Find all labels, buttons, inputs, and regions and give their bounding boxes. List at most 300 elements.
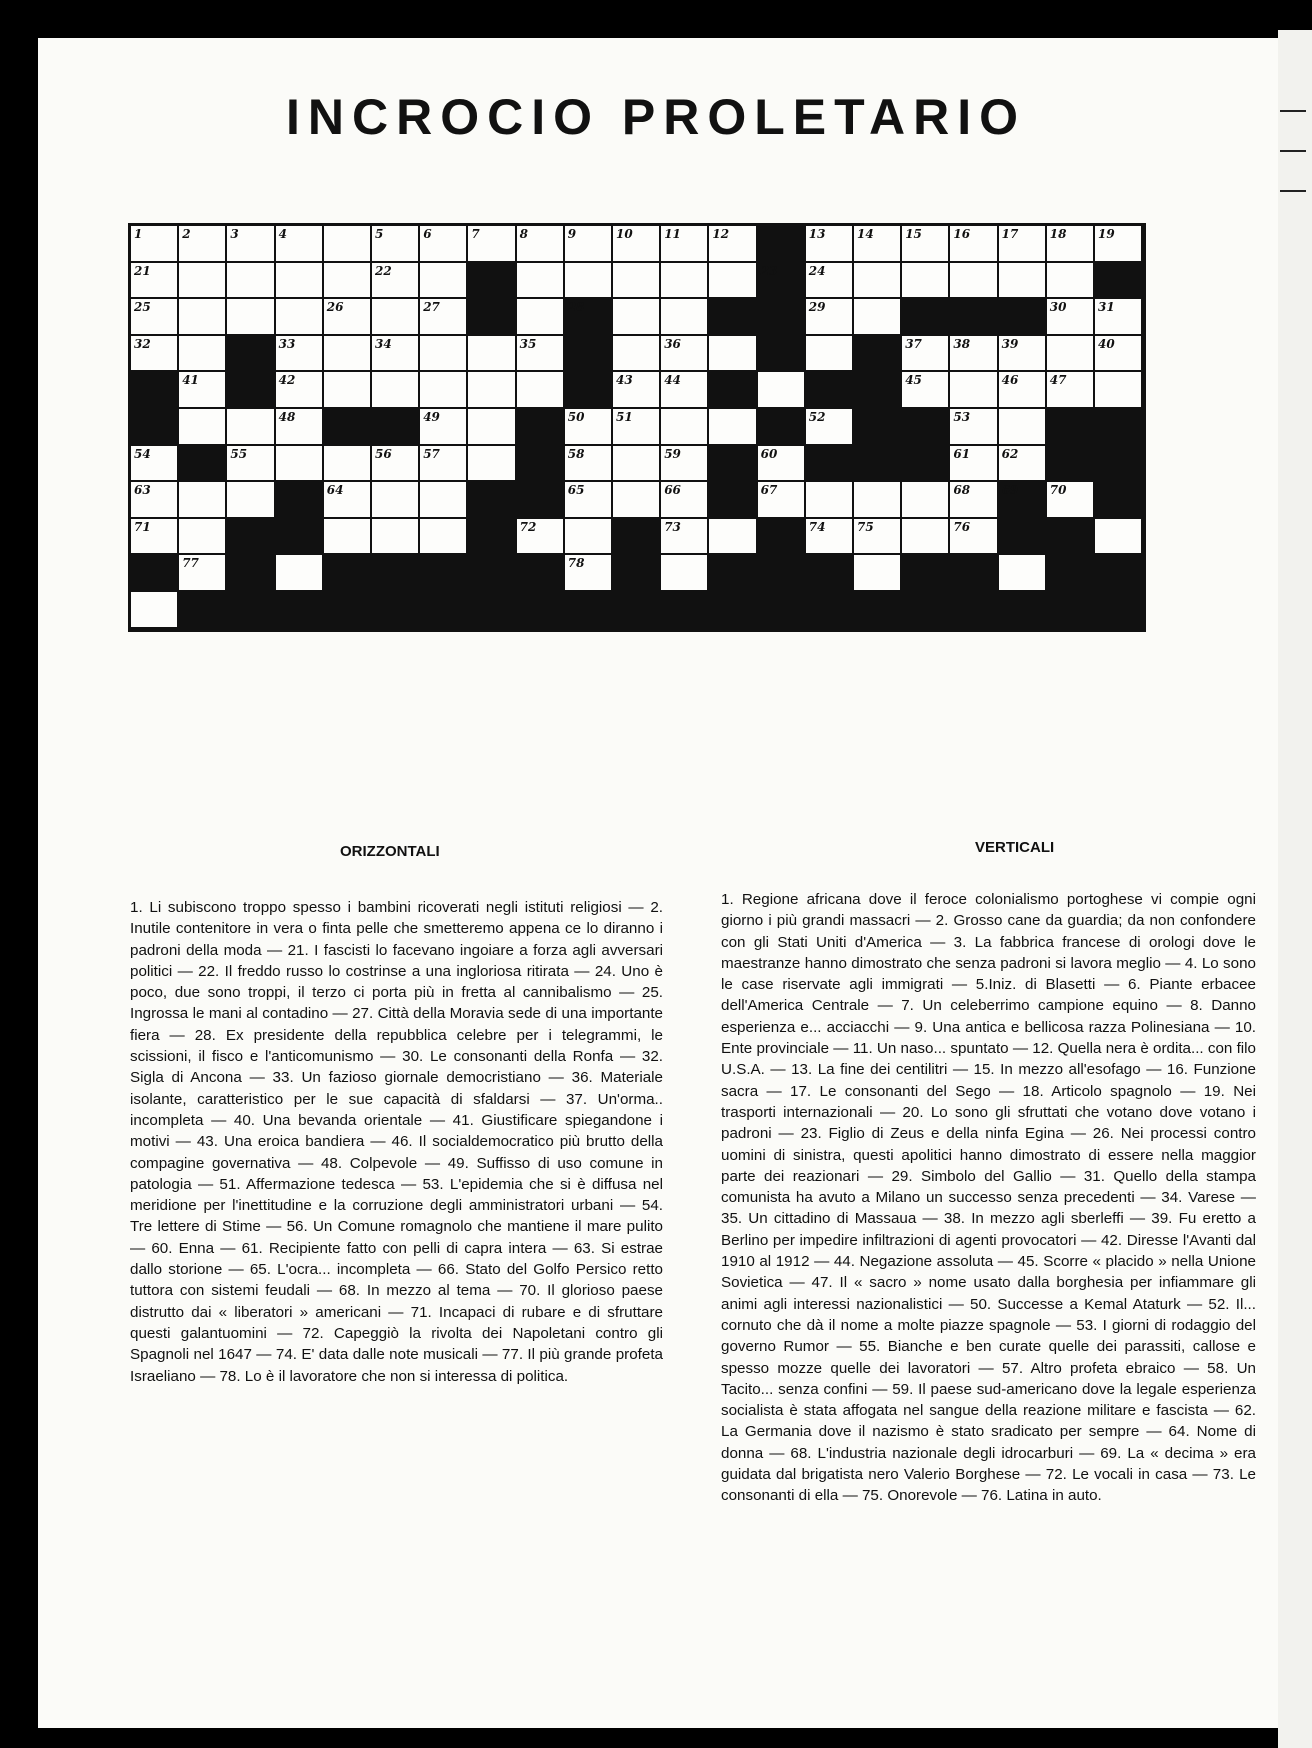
clue-number: 31 (1098, 300, 1115, 315)
clue-number: 38 (953, 336, 971, 351)
grid-cell-black (709, 299, 757, 336)
clue-number: 39 (1001, 336, 1019, 351)
grid-cell[interactable] (854, 555, 902, 592)
grid-cell[interactable] (1095, 336, 1143, 373)
grid-cell[interactable] (1047, 336, 1095, 373)
grid-cell-black (1047, 446, 1095, 483)
grid-cell[interactable] (709, 336, 757, 373)
clue-number: 33 (278, 336, 296, 351)
edge-mark (1280, 150, 1306, 152)
grid-cell[interactable] (179, 519, 227, 556)
grid-cell[interactable] (613, 482, 661, 519)
grid-cell-black (1095, 482, 1143, 519)
grid-cell[interactable] (950, 482, 998, 519)
grid-cell[interactable] (276, 372, 324, 409)
grid-cell[interactable] (661, 482, 709, 519)
grid-cell[interactable] (854, 482, 902, 519)
clue-number: 4 (278, 227, 287, 241)
clue-number: 76 (953, 519, 971, 534)
grid-cell[interactable] (324, 226, 372, 263)
grid-cell[interactable] (950, 226, 998, 263)
grid-cell[interactable] (661, 372, 709, 409)
grid-cell[interactable] (131, 226, 179, 263)
grid-cell-black (468, 299, 516, 336)
grid-cell[interactable] (372, 336, 420, 373)
grid-cell-black (709, 592, 757, 629)
grid-cell[interactable] (179, 299, 227, 336)
grid-cell[interactable] (372, 372, 420, 409)
grid-cell-black (517, 482, 565, 519)
clue-number: 34 (375, 336, 392, 351)
clue-number: 28 (567, 300, 585, 315)
grid-cell[interactable] (806, 263, 854, 300)
clue-number: 67 (760, 483, 778, 498)
grid-cell[interactable] (420, 519, 468, 556)
grid-cell[interactable] (854, 263, 902, 300)
grid-cell[interactable] (950, 372, 998, 409)
grid-cell-black (854, 409, 902, 446)
grid-cell-black (179, 592, 227, 629)
grid-cell[interactable] (517, 263, 565, 300)
grid-cell-black (1047, 555, 1095, 592)
grid-cell[interactable] (661, 226, 709, 263)
grid-cell[interactable] (806, 519, 854, 556)
grid-cell[interactable] (179, 482, 227, 519)
grid-cell[interactable] (613, 263, 661, 300)
grid-cell[interactable] (517, 519, 565, 556)
grid-cell-black (806, 592, 854, 629)
grid-cell-black (227, 336, 275, 373)
grid-cell-black (758, 519, 806, 556)
grid-cell[interactable] (950, 409, 998, 446)
grid-cell[interactable] (999, 446, 1047, 483)
clue-number: 63 (134, 483, 151, 498)
grid-cell[interactable] (999, 409, 1047, 446)
clue-number: 77 (182, 556, 199, 571)
grid-cell[interactable] (902, 519, 950, 556)
clue-number: 52 (808, 410, 826, 424)
grid-cell[interactable] (131, 336, 179, 373)
page-title: INCROCIO PROLETARIO (286, 89, 1026, 145)
clue-number: 46 (1001, 373, 1019, 388)
clue-number: 37 (905, 336, 922, 351)
grid-cell[interactable] (227, 409, 275, 446)
grid-cell[interactable] (372, 299, 420, 336)
grid-cell-black (758, 263, 806, 300)
grid-cell[interactable] (276, 409, 324, 446)
grid-cell[interactable] (227, 226, 275, 263)
edge-mark (1280, 190, 1306, 192)
clue-number: 44 (664, 373, 681, 388)
grid-cell[interactable] (709, 263, 757, 300)
grid-cell[interactable] (661, 263, 709, 300)
grid-cell[interactable] (420, 372, 468, 409)
clue-number: 23 (760, 263, 778, 278)
grid-cell[interactable] (854, 226, 902, 263)
clue-number: 36 (664, 336, 681, 351)
grid-cell-black (854, 336, 902, 373)
grid-cell[interactable] (468, 372, 516, 409)
clue-number: 15 (905, 227, 922, 241)
grid-cell[interactable] (806, 482, 854, 519)
grid-cell[interactable] (420, 446, 468, 483)
grid-cell[interactable] (950, 446, 998, 483)
clue-number: 71 (134, 519, 151, 534)
grid-cell[interactable] (131, 482, 179, 519)
clue-number: 24 (808, 263, 826, 278)
grid-cell[interactable] (1095, 299, 1143, 336)
grid-cell[interactable] (179, 336, 227, 373)
grid-cell[interactable] (758, 482, 806, 519)
grid-cell[interactable] (806, 226, 854, 263)
grid-cell[interactable] (324, 446, 372, 483)
grid-cell[interactable] (565, 482, 613, 519)
grid-cell[interactable] (902, 263, 950, 300)
grid-cell-black (709, 446, 757, 483)
clue-number: 12 (712, 227, 730, 241)
grid-cell[interactable] (950, 336, 998, 373)
grid-cell[interactable] (372, 519, 420, 556)
grid-cell[interactable] (131, 519, 179, 556)
grid-cell-black (854, 372, 902, 409)
grid-cell-black (613, 592, 661, 629)
grid-cell[interactable] (324, 519, 372, 556)
grid-cell[interactable] (372, 263, 420, 300)
grid-cell-black (806, 446, 854, 483)
clue-number: 65 (567, 483, 585, 498)
grid-cell-black (565, 336, 613, 373)
grid-cell[interactable] (613, 372, 661, 409)
grid-cell[interactable] (999, 372, 1047, 409)
grid-cell[interactable] (420, 299, 468, 336)
grid-cell-black (131, 372, 179, 409)
grid-cell[interactable] (661, 409, 709, 446)
grid-cell-black (902, 446, 950, 483)
grid-cell-black (902, 299, 950, 336)
clue-number: 3 (230, 227, 239, 241)
grid-cell[interactable] (372, 446, 420, 483)
grid-cell[interactable] (276, 226, 324, 263)
grid-cell[interactable] (227, 482, 275, 519)
clue-number: 30 (1049, 300, 1067, 315)
grid-cell-black (758, 299, 806, 336)
grid-cell-black (950, 299, 998, 336)
grid-cell-black (999, 519, 1047, 556)
clue-number: 59 (664, 446, 681, 461)
grid-cell-black (758, 226, 806, 263)
grid-cell-black (468, 519, 516, 556)
grid-cell[interactable] (227, 446, 275, 483)
clue-number: 69 (1001, 483, 1019, 498)
grid-cell[interactable] (372, 482, 420, 519)
grid-cell[interactable] (1095, 519, 1143, 556)
grid-cell[interactable] (661, 299, 709, 336)
grid-cell-black (276, 482, 324, 519)
grid-cell-black (468, 482, 516, 519)
grid-cell-black (468, 555, 516, 592)
grid-cell[interactable] (999, 226, 1047, 263)
grid-cell-black (565, 299, 613, 336)
grid-cell[interactable] (227, 263, 275, 300)
clue-number: 60 (760, 446, 778, 461)
grid-cell[interactable] (276, 555, 324, 592)
grid-cell[interactable] (131, 446, 179, 483)
grid-cell-black (999, 299, 1047, 336)
clue-number: 40 (1098, 336, 1115, 351)
grid-cell[interactable] (565, 409, 613, 446)
grid-cell-black (1095, 446, 1143, 483)
grid-cell-black (565, 372, 613, 409)
grid-cell[interactable] (758, 446, 806, 483)
grid-cell-black (1095, 409, 1143, 446)
grid-cell[interactable] (131, 263, 179, 300)
grid-cell[interactable] (565, 263, 613, 300)
grid-cell-black (468, 263, 516, 300)
grid-cell[interactable] (565, 226, 613, 263)
clue-number: 64 (326, 483, 344, 498)
grid-cell[interactable] (179, 263, 227, 300)
clue-number: 61 (953, 446, 971, 461)
grid-cell[interactable] (709, 519, 757, 556)
grid-cell[interactable] (661, 519, 709, 556)
grid-cell[interactable] (806, 336, 854, 373)
grid-cell[interactable] (613, 446, 661, 483)
clue-number: 62 (1001, 446, 1019, 461)
grid-cell[interactable] (758, 372, 806, 409)
clue-number: 10 (616, 227, 633, 241)
grid-cell[interactable] (1047, 372, 1095, 409)
grid-cell[interactable] (179, 226, 227, 263)
grid-cell-black (276, 519, 324, 556)
grid-cell[interactable] (661, 336, 709, 373)
clue-number: 29 (808, 300, 826, 315)
grid-cell[interactable] (661, 446, 709, 483)
clue-number: 42 (278, 373, 296, 388)
grid-cell-black (709, 555, 757, 592)
down-heading: VERTICALI (975, 839, 1055, 856)
clue-number: 70 (1049, 483, 1067, 498)
grid-cell-black (902, 592, 950, 629)
grid-cell[interactable] (613, 299, 661, 336)
clue-number: 75 (857, 519, 874, 534)
grid-cell[interactable] (276, 336, 324, 373)
clue-number: 66 (664, 483, 681, 498)
down-clues: 1. Regione africana dove il feroce colonialismo portoghese vi compie ogni giorno i più grandi massacri — 2. Grosso cane da guardia; da non confondere con gli Stati Uniti d'America — 3. La fabbrica francese di orologi dove le maestranze hanno dimostrato che senza padroni si lavora meglio — 4. Lo sono le case riservate agli immigrati — 5.Iniz. di Blasetti — 6. Piante erbacee dell'America Centrale — 7. Un celeberrimo campione equino — 8. Danno esperienza e... acciacchi — 9. Una antica e bellicosa razza Polinesiana — 10. Ente provinciale — 11. Un naso... spuntato — 12. Quella nera è ordita... con filo U.S.A. — 13. La fine dei centilitri — 15. In mezzo all'esofago — 16. Funzione sacra — 17. Le consonanti del Sego — 18. Articolo spagnolo — 19. Nei trasporti internazionali — 20. Lo sono gli sfruttati che votano dove votano i padroni — 23. Figlio di Zeus e della ninfa Egina — 26. Nei processi contro uomini di sinistra, questi apolitici hanno dimostrato di essere nella maggior parte dei reazionari — 29. Simbolo del Gallio — 31. Quello della stampa comunista ha avuto a Milano un successo senza precedenti — 34. Varese — 35. Un cittadino di Massaua — 38. In mezzo agli sberleffi — 39. Fu eretto a Berlino per impedire infiltrazioni di agenti provocatori — 42. Diresse l'Avanti dal 1910 al 1912 — 44. Negazione assoluta — 45. Scorre « placido » nella Unione Sovietica — 47. Il « sacro » nome usato dalla borghesia per infiammare gli animi agli interessi nazionalistici — 50. Successe a Kemal Ataturk — 52. Il... cornuto che dà il nome a molte piazze spagnole — 53. I giorni di rodaggio del governo Rumor — 55. Bianche e ben curate quelle dei parassiti, callose e spesso mozze quelle dei lavoratori — 57. Altro profeta ebraico — 58. Un Tacito... senza confini — 59. Il paese sud-americano dove la legale esperienza socialista è stata affogata nel sangue della reazione militare e fascista — 62. La Germania dove il nazismo è stato sradicato per sempre — 64. Nome di donna — 68. L'industria nazionale degli idrocarburi — 69. La « decima » era guidata dal brigatista nero Valerio Borghese — 72. Le vocali in casa — 73. Le consonanti di ella — 75. Onorevole — 76. Latina in auto. (721, 891, 1256, 1505)
grid-cell[interactable] (806, 409, 854, 446)
grid-cell-black (902, 409, 950, 446)
grid-cell-black (1047, 519, 1095, 556)
grid-cell[interactable] (1047, 482, 1095, 519)
grid-cell[interactable] (565, 519, 613, 556)
grid-cell-black (758, 592, 806, 629)
grid-cell[interactable] (468, 336, 516, 373)
grid-cell-black (420, 555, 468, 592)
grid-cell[interactable] (902, 482, 950, 519)
clue-number: 27 (423, 300, 440, 315)
grid-cell[interactable] (1047, 263, 1095, 300)
grid-cell-black (227, 592, 275, 629)
clue-number: 55 (230, 446, 248, 461)
grid-cell[interactable] (324, 263, 372, 300)
grid-cell-black (758, 336, 806, 373)
grid-cell[interactable] (420, 336, 468, 373)
grid-cell-black (276, 592, 324, 629)
grid-cell-black (372, 555, 420, 592)
clue-number: 7 (471, 227, 480, 241)
clue-number: 50 (567, 410, 585, 424)
grid-cell[interactable] (854, 299, 902, 336)
grid-cell[interactable] (517, 299, 565, 336)
clue-number: 57 (423, 446, 440, 461)
grid-cell[interactable] (227, 299, 275, 336)
grid-cell[interactable] (420, 226, 468, 263)
grid-cell[interactable] (902, 336, 950, 373)
clue-number: 48 (278, 410, 296, 424)
clue-number: 8 (519, 227, 528, 241)
clue-number: 11 (664, 227, 681, 241)
clue-number: 32 (134, 336, 151, 351)
grid-cell[interactable] (709, 226, 757, 263)
grid-cell[interactable] (131, 299, 179, 336)
grid-cell-black (854, 592, 902, 629)
clue-number: 51 (616, 410, 633, 424)
clue-number: 43 (616, 373, 633, 388)
grid-cell-black (1095, 592, 1143, 629)
clue-number: 13 (808, 227, 826, 241)
clue-number: 54 (134, 446, 151, 461)
clue-number: 72 (519, 519, 537, 534)
grid-cell[interactable] (902, 372, 950, 409)
grid-cell-black (613, 555, 661, 592)
clue-number: 1 (134, 227, 143, 241)
grid-cell[interactable] (613, 336, 661, 373)
grid-cell-black (420, 592, 468, 629)
grid-cell[interactable] (468, 409, 516, 446)
grid-cell-black (517, 592, 565, 629)
grid-cell-black (758, 555, 806, 592)
grid-cell[interactable] (661, 555, 709, 592)
clue-number: 58 (567, 446, 585, 461)
grid-cell-black (131, 409, 179, 446)
grid-cell-black (227, 372, 275, 409)
grid-cell[interactable] (999, 336, 1047, 373)
grid-cell-black (1095, 555, 1143, 592)
crossword-grid (128, 223, 1146, 632)
grid-cell-black (227, 519, 275, 556)
grid-cell-black (324, 555, 372, 592)
clue-number: 2 (182, 227, 191, 241)
grid-cell[interactable] (1095, 226, 1143, 263)
clue-number: 78 (567, 556, 585, 571)
clue-number: 73 (664, 519, 681, 534)
grid-cell-black (565, 592, 613, 629)
grid-cell[interactable] (372, 226, 420, 263)
clue-number: 45 (905, 373, 922, 388)
grid-cell[interactable] (131, 592, 179, 629)
grid-cell-black (131, 555, 179, 592)
grid-cell[interactable] (999, 555, 1047, 592)
grid-cell[interactable] (806, 299, 854, 336)
grid-cell-black (468, 592, 516, 629)
grid-cell-black (950, 555, 998, 592)
grid-cell[interactable] (276, 446, 324, 483)
grid-cell[interactable] (999, 263, 1047, 300)
grid-cell[interactable] (1095, 372, 1143, 409)
grid-cell[interactable] (324, 336, 372, 373)
grid-cell-black (517, 446, 565, 483)
grid-cell-black (1047, 409, 1095, 446)
grid-cell[interactable] (179, 555, 227, 592)
grid-cell[interactable] (1047, 299, 1095, 336)
clue-number: 14 (857, 227, 874, 241)
adjacent-page-edge (1278, 30, 1312, 1748)
grid-cell[interactable] (1047, 226, 1095, 263)
grid-cell-black (902, 555, 950, 592)
grid-cell[interactable] (420, 482, 468, 519)
grid-cell[interactable] (179, 372, 227, 409)
grid-cell[interactable] (565, 555, 613, 592)
clue-number: 22 (375, 263, 392, 278)
grid-cell-black (324, 409, 372, 446)
clue-number: 19 (1098, 227, 1115, 241)
grid-cell[interactable] (324, 482, 372, 519)
grid-cell[interactable] (517, 226, 565, 263)
grid-cell[interactable] (420, 409, 468, 446)
grid-cell-black (950, 592, 998, 629)
grid-cell-black (854, 446, 902, 483)
clue-number: 9 (567, 227, 577, 241)
clue-number: 6 (423, 227, 432, 241)
clue-number: 74 (808, 519, 826, 534)
grid-cell[interactable] (468, 446, 516, 483)
grid-cell[interactable] (950, 263, 998, 300)
grid-cell[interactable] (854, 519, 902, 556)
grid-cell[interactable] (179, 409, 227, 446)
across-clues: 1. Li subiscono troppo spesso i bambini ricoverati negli istituti religiosi — 2. Inutile contenitore in vera o finta pelle che smetteremo appena ce lo diranno i padroni della moda — 21. I fascisti lo facevano ingoiare a forza agli avversari politici — 22. Il freddo russo lo costrinse a una ingloriosa ritirata — 24. Uno è poco, due sono troppi, il terzo ci porta più in fretta al cannibalismo — 25. Ingrossa le mani al contadino — 27. Città della Moravia sede di una importante fiera — 28. Ex presidente della repubblica celebre per i telegrammi, le scissioni, il fisco e l'anticomunismo — 30. Le consonanti della Ronfa — 32. Sigla di Ancona — 33. Un fazioso giornale democristiano — 36. Materiale isolante, caratteristico per le sue capacità di sfaldarsi — 37. Un'orma.. incompleta — 40. Una bevanda orientale — 41. Giustificare spiegandone i motivi — 43. Una eroica bandiera — 46. Il socialdemocratico più brutto della compagine governativa — 48. Colpevole — 49. Suffisso di uso comune in patologia — 51. Affermazione tedesca — 53. L'epidemia che si è diffusa nel meridione per l'inettitudine e la corruzione degli amministratori urbani — 54. Tre lettere di Stime — 56. Un Comune romagnolo che mantiene il mare pulito — 60. Enna — 61. Recipiente fatto con pelli di capra intera — 63. Si estrae dallo storione — 65. L'ocra... incompleta — 66. Stato del Golfo Persico retto tuttora con sistemi feudali — 68. In mezzo al tema — 70. Il glorioso paese distrutto dai « liberatori » americani — 71. Incapaci di rubare e di sfruttare questi galantuomini — 72. Capeggiò la rivolta dei Napoletani contro gli Spagnoli nel 1647 — 74. E' data dalle note musicali — 77. Il più grande profeta Israeliano — 78. Lo è il lavoratore che non si interessa di politica. (130, 899, 663, 1385)
grid-cell-black (227, 555, 275, 592)
grid-cell[interactable] (565, 446, 613, 483)
grid-cell[interactable] (324, 372, 372, 409)
grid-cell[interactable] (517, 372, 565, 409)
grid-cell-black (758, 409, 806, 446)
grid-cell[interactable] (468, 226, 516, 263)
clue-number: 56 (375, 446, 392, 461)
grid-cell[interactable] (950, 519, 998, 556)
grid-cell[interactable] (709, 409, 757, 446)
grid-cell-black (806, 555, 854, 592)
grid-cell[interactable] (276, 299, 324, 336)
clue-number: 21 (134, 263, 151, 278)
grid-cell[interactable] (902, 226, 950, 263)
grid-cell[interactable] (420, 263, 468, 300)
clue-number: 17 (1001, 227, 1019, 241)
across-heading: ORIZZONTALI (340, 843, 440, 860)
grid-cell[interactable] (613, 226, 661, 263)
grid-cell-black (709, 372, 757, 409)
grid-cell-black (1095, 263, 1143, 300)
grid-cell[interactable] (324, 299, 372, 336)
clue-number: 5 (375, 227, 384, 241)
clue-number: 47 (1049, 373, 1067, 388)
grid-cell[interactable] (276, 263, 324, 300)
clue-number: 18 (1049, 227, 1067, 241)
grid-cell-black (179, 446, 227, 483)
grid-cell[interactable] (517, 336, 565, 373)
grid-cell-black (517, 409, 565, 446)
clue-number: 53 (953, 410, 971, 424)
clue-number: 26 (326, 300, 344, 315)
grid-cell[interactable] (613, 409, 661, 446)
